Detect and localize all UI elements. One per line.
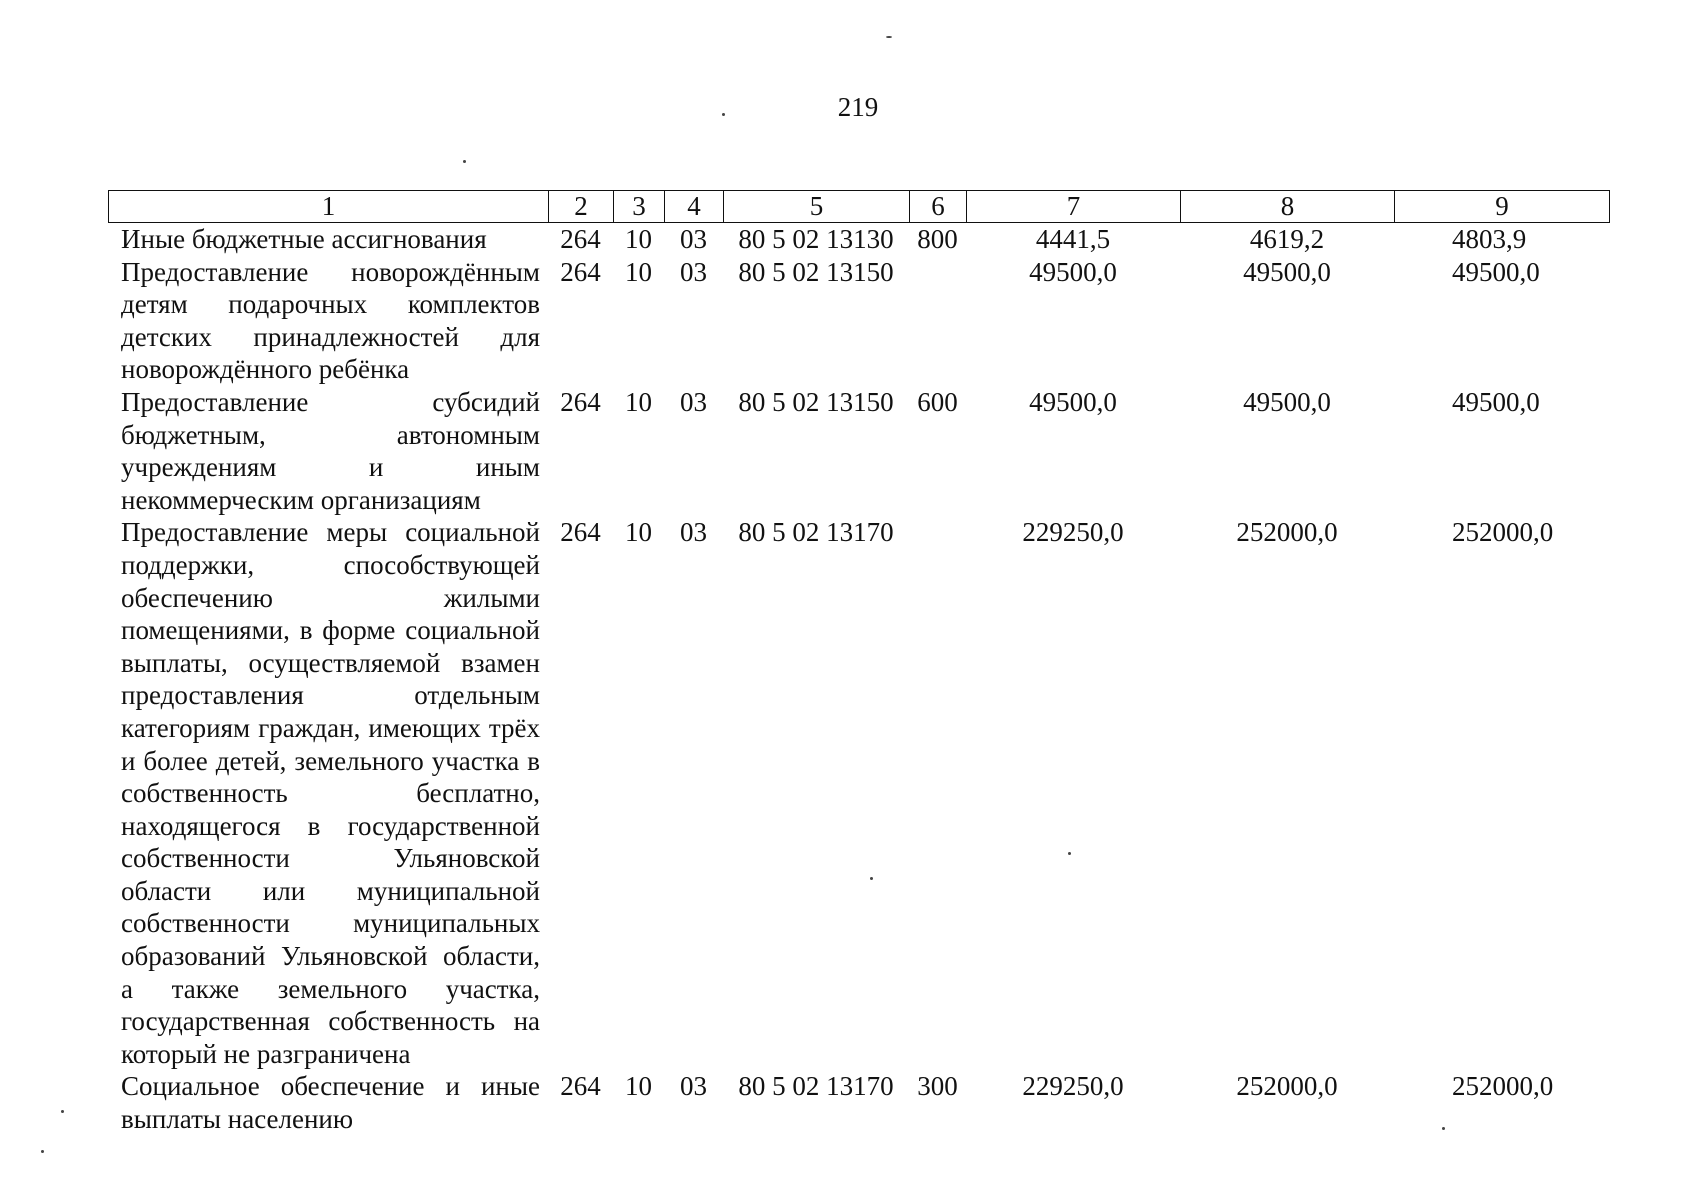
scan-speck	[41, 1150, 44, 1153]
row-target-article: 80 5 02 13150	[738, 386, 894, 417]
row-section: 10	[625, 1071, 652, 1102]
header-cell: 3	[614, 191, 665, 222]
row-amount-9: 49500,0	[1452, 256, 1540, 287]
row-subsection: 03	[680, 386, 707, 417]
header-cell: 4	[665, 191, 724, 222]
row-section: 10	[625, 386, 652, 417]
table-row	[108, 1070, 1610, 1135]
row-subsection: 03	[680, 256, 707, 287]
row-amount-7: 229250,0	[1022, 517, 1124, 548]
table-header-row	[108, 190, 1610, 223]
row-code: 264	[560, 517, 601, 548]
row-amount-8: 4619,2	[1249, 224, 1325, 254]
row-subsection: 03	[680, 517, 707, 548]
row-amount-8: 49500,0	[1243, 386, 1331, 417]
budget-table	[108, 190, 1610, 1136]
row-target-article: 80 5 02 13170	[738, 517, 894, 548]
row-expense-type	[909, 516, 966, 1070]
table-row	[108, 386, 1610, 516]
row-amount-8: 49500,0	[1243, 256, 1331, 287]
row-expense-type: 600	[917, 386, 958, 417]
scan-speck	[886, 36, 892, 38]
row-expense-type: 800	[917, 224, 958, 254]
header-cell: 5	[724, 191, 910, 222]
header-cell: 1	[109, 191, 549, 222]
page-number: 219	[837, 92, 879, 122]
row-section: 10	[625, 517, 652, 548]
row-name: Предоставление новорождённым детям подарочных комплектов детских принадлежностей для новорождённого ребёнка	[121, 256, 540, 385]
row-target-article: 80 5 02 13170	[738, 1071, 894, 1102]
row-code: 264	[560, 224, 601, 254]
row-amount-9: 252000,0	[1452, 517, 1554, 548]
row-amount-7: 4441,5	[1035, 224, 1111, 254]
row-name: Социальное обеспечение и иные выплаты населению	[121, 1071, 540, 1135]
header-cell: 6	[910, 191, 967, 222]
table-row	[108, 256, 1610, 386]
row-subsection: 03	[680, 1071, 707, 1102]
row-name: Предоставление субсидий бюджетным, автономным учреждениям и иным некоммерческим организациям	[121, 386, 540, 515]
scan-speck	[61, 1110, 64, 1113]
row-expense-type: 300	[917, 1071, 958, 1102]
row-target-article: 80 5 02 13130	[738, 224, 894, 254]
row-section: 10	[625, 224, 652, 254]
row-name: Иные бюджетные ассигнования	[121, 224, 487, 254]
row-amount-7: 49500,0	[1029, 386, 1117, 417]
row-amount-9: 49500,0	[1452, 386, 1540, 417]
scan-speck	[722, 113, 725, 116]
row-amount-7: 49500,0	[1029, 256, 1117, 287]
row-subsection: 03	[680, 224, 707, 254]
row-code: 264	[560, 1071, 601, 1102]
row-amount-7: 229250,0	[1022, 1071, 1124, 1102]
table-row	[108, 223, 1610, 256]
row-section: 10	[625, 256, 652, 287]
header-cell: 7	[967, 191, 1181, 222]
header-cell: 9	[1495, 191, 1509, 221]
row-code: 264	[560, 256, 601, 287]
row-amount-8: 252000,0	[1236, 517, 1338, 548]
row-amount-8: 252000,0	[1236, 1071, 1338, 1102]
row-target-article: 80 5 02 13150	[738, 256, 894, 287]
row-amount-9: 252000,0	[1452, 1071, 1554, 1102]
scan-speck	[463, 160, 466, 163]
row-code: 264	[560, 386, 601, 417]
table-row	[108, 516, 1610, 1070]
header-cell: 8	[1181, 191, 1395, 222]
header-cell: 2	[549, 191, 614, 222]
row-expense-type	[909, 256, 966, 386]
row-name: Предоставление меры социальной поддержки, способствующей обеспечению жилыми помещениями, в форме социальной выплаты, осуществляемой взамен предоставления отдельным категориям граждан, имеющих трёх и более детей, земельного участка в собственность бесплатно, находящегося в государственной собственности Ульяновской области или муниципальной собственности муниципальных образований Ульяновской области, а также земельного участка, государственная собственность на который не разграничена	[121, 517, 540, 1069]
row-amount-9: 4803,9	[1452, 224, 1527, 254]
